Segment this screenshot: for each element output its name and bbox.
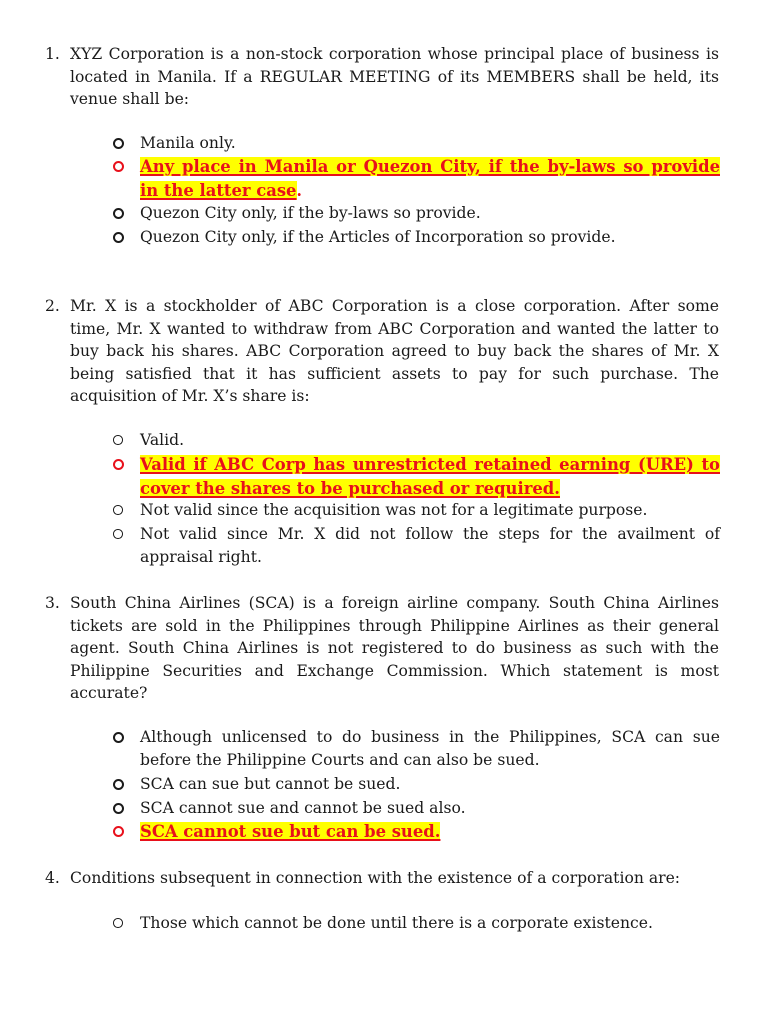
bullet-icon — [113, 505, 123, 515]
bullet-icon — [113, 208, 124, 219]
option-text: Not valid since Mr. X did not follow the steps for the availment of appraisal right. — [140, 525, 720, 567]
answer-period: . — [296, 181, 302, 201]
bullet-icon — [113, 435, 123, 445]
bullet-icon — [113, 161, 124, 172]
option-text — [140, 453, 720, 502]
question-text: South China Airlines (SCA) is a foreign airline company. South China Airlines tickets are sold in the Philippines through Philippine Airlines as their general agent. South China Airlines is not registered to do business as such with the Philippine Securities and Exchange Commission. Which statement is most accurate? — [70, 594, 719, 702]
question-number: 2. — [45, 297, 60, 315]
correct-answer-highlight: SCA cannot sue but can be sued. — [140, 822, 441, 841]
question-text: Conditions subsequent in connection with the existence of a corporation are: — [70, 869, 681, 887]
option-text: Valid. — [140, 431, 185, 449]
option-text: Quezon City only, if the Articles of Incorporation so provide. — [140, 228, 616, 246]
correct-answer-highlight: Valid if ABC Corp has unrestricted retained earning (URE) to cover the shares to be purchased or required. — [140, 455, 720, 499]
correct-answer-highlight: Any place in Manila or Quezon City, if the by-laws so provide in the latter case — [140, 157, 720, 201]
option-text — [140, 155, 720, 204]
bullet-icon — [113, 918, 123, 928]
option-text: Manila only. — [140, 134, 236, 152]
option-text: Although unlicensed to do business in the Philippines, SCA can sue before the Philippine Courts and can also be sued. — [140, 728, 720, 770]
question-number: 3. — [45, 594, 60, 612]
option-text: SCA can sue but cannot be sued. — [140, 775, 401, 793]
option-text — [140, 820, 720, 844]
bullet-icon — [113, 826, 124, 837]
option-text: Quezon City only, if the by-laws so provide. — [140, 204, 481, 222]
bullet-icon — [113, 232, 124, 243]
question-text: Mr. X is a stockholder of ABC Corporation is a close corporation. After some time, Mr. X wanted to withdraw from ABC Corporation and wanted the latter to buy back his shares. ABC Corporation agreed to buy back the shares of Mr. X being satisfied that it has sufficient assets to pay for such purchase. The acquisition of Mr. X’s share is: — [70, 297, 719, 405]
bullet-icon — [113, 779, 124, 790]
option-text: SCA cannot sue and cannot be sued also. — [140, 799, 466, 817]
option-text: Those which cannot be done until there is a corporate existence. — [140, 914, 653, 932]
bullet-icon — [113, 138, 124, 149]
bullet-icon — [113, 732, 124, 743]
option-text: Not valid since the acquisition was not for a legitimate purpose. — [140, 501, 648, 519]
question-number: 4. — [45, 869, 60, 887]
bullet-icon — [113, 803, 124, 814]
question-number: 1. — [45, 45, 60, 63]
bullet-icon — [113, 529, 123, 539]
bullet-icon — [113, 459, 124, 470]
question-text: XYZ Corporation is a non-stock corporation whose principal place of business is located in Manila. If a REGULAR MEETING of its MEMBERS shall be held, its venue shall be: — [70, 45, 719, 108]
